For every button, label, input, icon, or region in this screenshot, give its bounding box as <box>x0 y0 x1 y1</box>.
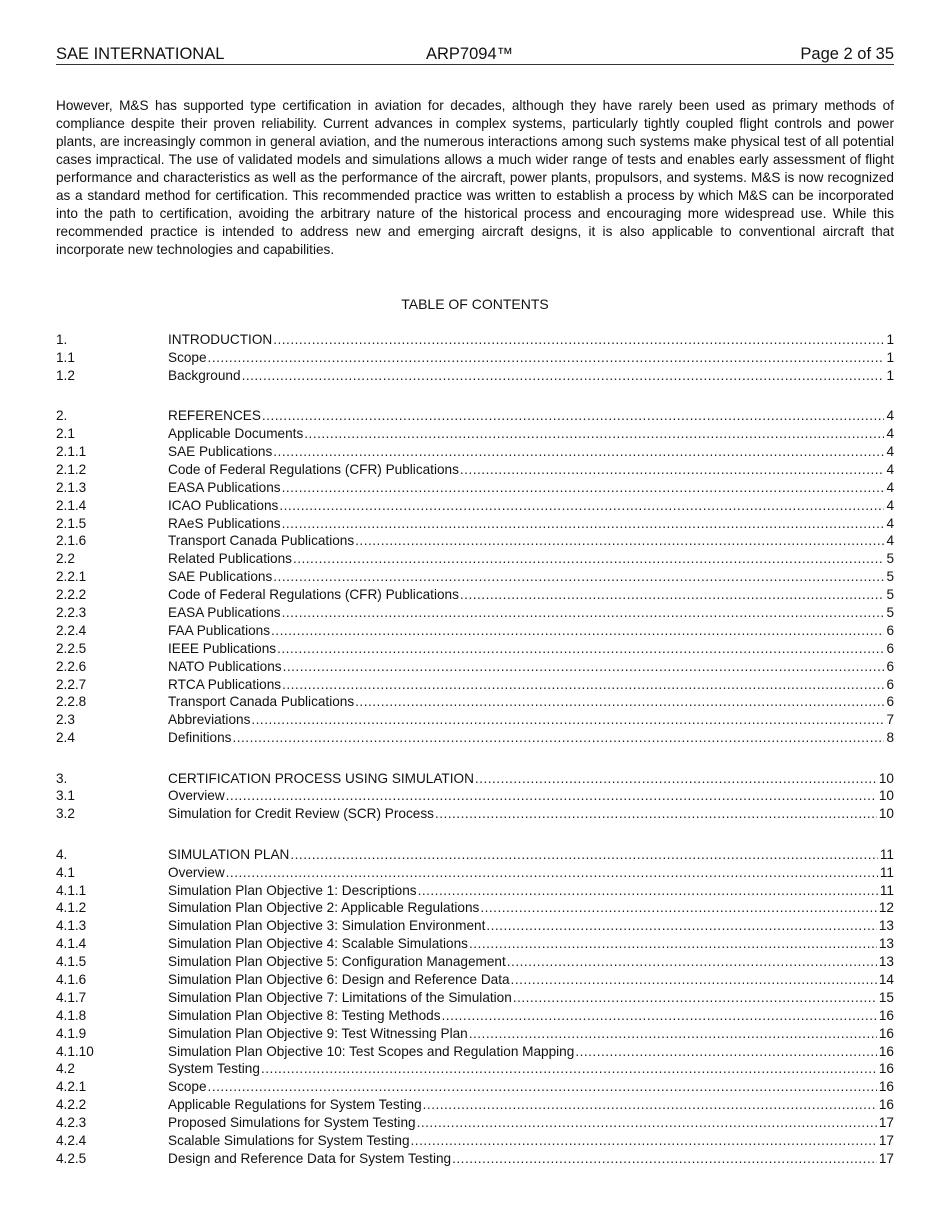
toc-leader-dots <box>273 443 884 461</box>
toc-entry-title: Transport Canada Publications <box>168 694 355 710</box>
toc-leader-dots <box>355 693 884 711</box>
toc-entry[interactable] <box>56 693 894 711</box>
toc-entry[interactable] <box>56 532 894 550</box>
toc-entry-title: Proposed Simulations for System Testing <box>168 1115 416 1131</box>
toc-entry-line <box>168 367 894 385</box>
toc-entry[interactable] <box>56 443 894 461</box>
toc-entry-title: IEEE Publications <box>168 640 277 656</box>
toc-entry-title: INTRODUCTION <box>168 332 273 347</box>
toc-entry-title: Code of Federal Regulations (CFR) Publications <box>168 461 459 477</box>
toc-leader-dots <box>452 1150 877 1168</box>
toc-entry-page: 4 <box>886 408 894 424</box>
toc-entry[interactable] <box>56 425 894 443</box>
toc-leader-dots <box>277 640 884 658</box>
toc-entry-line <box>168 917 894 935</box>
toc-leader-dots <box>355 532 884 550</box>
toc-entry-line <box>168 515 894 533</box>
toc-entry-title: Applicable Regulations for System Testing <box>168 1097 422 1113</box>
toc-entry-title: Simulation Plan Objective 4: Scalable Simulations <box>168 936 468 952</box>
toc-leader-dots <box>460 586 885 604</box>
toc-entry[interactable] <box>56 640 894 658</box>
toc-entry-line <box>168 1007 894 1025</box>
toc-entry-line <box>168 479 894 497</box>
toc-entry[interactable] <box>56 899 894 917</box>
toc-entry[interactable] <box>56 882 894 900</box>
toc-entry-number: 2.2.6 <box>56 658 87 674</box>
toc-entry-page: 8 <box>886 730 894 746</box>
toc-leader-dots <box>293 550 885 568</box>
toc-leader-dots <box>282 676 884 694</box>
toc-entry-page: 1 <box>886 367 894 383</box>
toc-entry-page: 10 <box>878 806 894 822</box>
toc-entry-page: 6 <box>886 694 894 710</box>
toc-entry-line <box>168 604 894 622</box>
toc-entry-page: 6 <box>886 658 894 674</box>
toc-entry-title: Simulation Plan Objective 8: Testing Methods <box>168 1007 441 1023</box>
toc-entry-line <box>168 1114 894 1132</box>
toc-entry-number: 4.1.10 <box>56 1043 94 1059</box>
toc-leader-dots <box>279 497 884 515</box>
toc-entry-number: 4.1.6 <box>56 972 87 987</box>
toc-entry-title: Simulation Plan Objective 5: Configuration Management <box>168 954 506 970</box>
toc-leader-dots <box>208 349 885 367</box>
toc-entry-title: Code of Federal Regulations (CFR) Publications <box>168 587 459 603</box>
toc-entry-title: Simulation Plan Objective 7: Limitations of the Simulation <box>168 989 512 1005</box>
toc-entry-number: 1.1 <box>56 349 75 365</box>
toc-entry-page: 4 <box>886 533 894 549</box>
toc-entry-page: 15 <box>878 989 894 1005</box>
toc-entry-line <box>168 787 894 805</box>
toc-entry-number: 4.1.9 <box>56 1025 87 1041</box>
toc-entry-page: 13 <box>878 936 894 952</box>
toc-entry-title: SAE Publications <box>168 443 273 459</box>
table-of-contents <box>56 331 894 1190</box>
toc-entry-title: Scalable Simulations for System Testing <box>168 1133 410 1149</box>
toc-entry[interactable] <box>56 1060 894 1078</box>
toc-entry-title: System Testing <box>168 1061 260 1077</box>
toc-entry-title: Simulation for Credit Review (SCR) Process <box>168 806 434 822</box>
toc-entry-title: NATO Publications <box>168 658 282 674</box>
toc-entry[interactable] <box>56 407 894 425</box>
toc-leader-dots <box>261 1060 877 1078</box>
toc-entry-number: 4.2 <box>56 1061 75 1077</box>
toc-entry[interactable] <box>56 586 894 604</box>
toc-title: TABLE OF CONTENTS <box>401 296 549 312</box>
toc-entry-title: SAE Publications <box>168 569 273 585</box>
toc-leader-dots <box>513 989 877 1007</box>
toc-entry[interactable] <box>56 658 894 676</box>
toc-entry-line <box>168 1096 894 1114</box>
toc-entry-line <box>168 1060 894 1078</box>
toc-entry[interactable] <box>56 846 894 864</box>
toc-entry-number: 2.2.1 <box>56 569 87 585</box>
toc-entry-title: REFERENCES <box>168 408 261 424</box>
toc-entry-page: 4 <box>886 443 894 459</box>
toc-entry[interactable] <box>56 622 894 640</box>
toc-entry-line <box>168 1132 894 1150</box>
toc-entry-line <box>168 443 894 461</box>
toc-entry-page: 7 <box>886 712 894 728</box>
toc-entry-line <box>168 568 894 586</box>
toc-entry-page: 12 <box>878 900 894 916</box>
toc-entry-line <box>168 989 894 1007</box>
toc-leader-dots <box>226 864 878 882</box>
toc-entry[interactable] <box>56 461 894 479</box>
toc-entry-title: Scope <box>168 1079 207 1095</box>
toc-entry-title: RAeS Publications <box>168 515 281 531</box>
toc-leader-dots <box>486 917 877 935</box>
toc-entry-line <box>168 461 894 479</box>
toc-entry-number: 4.2.2 <box>56 1097 87 1113</box>
toc-entry-number: 2.1.5 <box>56 515 87 531</box>
toc-entry-number: 2. <box>56 408 68 424</box>
toc-entry-number: 2.1.3 <box>56 479 87 495</box>
toc-entry[interactable] <box>56 1132 894 1150</box>
toc-entry-title: Simulation Plan Objective 3: Simulation Environment <box>168 918 486 934</box>
toc-entry-line <box>168 425 894 443</box>
toc-entry-title: Background <box>168 367 241 383</box>
toc-entry-title: Abbreviations <box>168 712 251 728</box>
toc-entry-number: 1. <box>56 332 68 347</box>
toc-entry-line <box>168 640 894 658</box>
toc-entry[interactable] <box>56 805 894 823</box>
toc-entry[interactable] <box>56 550 894 568</box>
toc-entry-number: 2.2.8 <box>56 694 87 710</box>
toc-entry-page: 16 <box>878 1043 894 1059</box>
toc-entry-page: 16 <box>878 1007 894 1023</box>
toc-entry-number: 4.2.4 <box>56 1133 87 1149</box>
toc-entry-page: 5 <box>886 551 894 567</box>
toc-entry-number: 4.1.1 <box>56 882 87 898</box>
toc-leader-dots <box>208 1078 877 1096</box>
toc-entry-number: 4.1 <box>56 864 75 880</box>
toc-entry-number: 2.1 <box>56 426 75 442</box>
toc-entry-page: 4 <box>886 479 894 495</box>
toc-entry-line <box>168 864 894 882</box>
toc-entry-line <box>168 1043 894 1061</box>
toc-leader-dots <box>304 425 884 443</box>
toc-entry-number: 4.2.3 <box>56 1115 87 1131</box>
toc-entry[interactable] <box>56 1078 894 1096</box>
toc-entry-page: 11 <box>879 882 894 898</box>
toc-entry-number: 2.3 <box>56 712 75 728</box>
toc-leader-dots <box>507 953 877 971</box>
toc-entry-line <box>168 349 894 367</box>
toc-entry-title: Transport Canada Publications <box>168 533 355 549</box>
toc-entry-page: 14 <box>878 972 894 987</box>
toc-entry-page: 5 <box>886 569 894 585</box>
toc-leader-dots <box>262 407 885 425</box>
toc-entry-page: 4 <box>886 497 894 513</box>
toc-entry-page: 4 <box>886 515 894 531</box>
toc-entry-line <box>168 497 894 515</box>
toc-entry-line <box>168 770 894 788</box>
toc-entry-page: 17 <box>878 1133 894 1149</box>
toc-entry[interactable] <box>56 953 894 971</box>
toc-entry-number: 4.1.7 <box>56 989 87 1005</box>
toc-leader-dots <box>475 770 877 788</box>
toc-entry[interactable] <box>56 770 894 788</box>
toc-entry-title: Overview <box>168 864 225 880</box>
toc-entry-number: 2.2.5 <box>56 640 87 656</box>
toc-entry[interactable] <box>56 917 894 935</box>
toc-entry-page: 6 <box>886 622 894 638</box>
toc-entry-page: 17 <box>878 1150 894 1166</box>
toc-entry-line <box>168 331 894 349</box>
toc-entry[interactable] <box>56 935 894 953</box>
toc-entry-number: 2.4 <box>56 730 75 746</box>
toc-leader-dots <box>411 1132 877 1150</box>
toc-entry-line <box>168 1078 894 1096</box>
toc-group <box>56 846 894 1168</box>
toc-entry-number: 2.2.7 <box>56 676 87 692</box>
toc-entry-page: 4 <box>886 461 894 477</box>
toc-entry[interactable] <box>56 515 894 533</box>
intro-paragraph: However, M&S has supported type certification in aviation for decades, although they have rarely been used as primary methods of compliance despite their proven reliability. Current advances in complex systems, particularly tightly coupled flight controls and power plants, are increasingly common in general aviation, and the numerous interactions among such systems make physical test of all potential cases impractical. The use of validated models and simulations allows a much wider range of tests and enables early assessment of flight performance and characteristics as well as the performance of the aircraft, power plants, propulsors, and systems. M&S is now recognized as a standard method for certification. This recommended practice was written to establish a process by which M&S can be incorporated into the path to certification, avoiding the arbitrary nature of the historical process and encouraging more widespread use. While this recommended practice is intended to address new and emerging aircraft designs, it is also applicable to conventional aircraft that incorporate new technologies and capabilities. <box>56 98 894 257</box>
toc-entry-number: 2.1.6 <box>56 533 87 549</box>
toc-group <box>56 770 894 824</box>
toc-entry-page: 10 <box>878 770 894 786</box>
toc-entry-number: 4.2.1 <box>56 1079 87 1095</box>
toc-leader-dots <box>283 658 885 676</box>
toc-entry-title: Overview <box>168 788 225 804</box>
toc-entry-number: 2.2.4 <box>56 622 87 638</box>
toc-entry-number: 2.1.2 <box>56 461 87 477</box>
toc-entry[interactable] <box>56 1025 894 1043</box>
toc-entry-line <box>168 882 894 900</box>
toc-entry-line <box>168 550 894 568</box>
toc-leader-dots <box>271 622 884 640</box>
header-org: SAE INTERNATIONAL <box>56 45 225 63</box>
toc-entry-title: RTCA Publications <box>168 676 282 692</box>
toc-entry-number: 4.1.2 <box>56 900 87 916</box>
toc-entry[interactable] <box>56 1007 894 1025</box>
toc-entry[interactable] <box>56 729 894 747</box>
toc-entry-number: 3.1 <box>56 788 75 804</box>
toc-entry-line <box>168 658 894 676</box>
toc-entry-number: 2.2.2 <box>56 587 87 603</box>
toc-group <box>56 331 894 385</box>
toc-entry-number: 3. <box>56 770 68 786</box>
toc-entry-title: Applicable Documents <box>168 426 304 442</box>
toc-entry-title: Simulation Plan Objective 1: Descriptions <box>168 882 417 898</box>
toc-entry-title: Scope <box>168 349 207 365</box>
toc-entry-page: 17 <box>878 1115 894 1131</box>
toc-entry[interactable] <box>56 711 894 729</box>
toc-entry-page: 1 <box>886 332 894 347</box>
toc-entry-line <box>168 1025 894 1043</box>
toc-entry[interactable] <box>56 497 894 515</box>
toc-entry-line <box>168 407 894 425</box>
toc-entry-title: Design and Reference Data for System Testing <box>168 1150 452 1166</box>
toc-entry-line <box>168 935 894 953</box>
header-page-number: Page 2 of 35 <box>800 45 894 63</box>
toc-entry-line <box>168 953 894 971</box>
toc-entry-line <box>168 676 894 694</box>
toc-leader-dots <box>273 331 884 349</box>
toc-leader-dots <box>423 1096 877 1114</box>
toc-entry-title: FAA Publications <box>168 622 271 638</box>
toc-entry-page: 1 <box>886 349 894 365</box>
toc-entry-page: 4 <box>886 426 894 442</box>
toc-entry[interactable] <box>56 568 894 586</box>
toc-entry[interactable] <box>56 787 894 805</box>
toc-entry-line <box>168 532 894 550</box>
toc-entry-line <box>168 693 894 711</box>
toc-leader-dots <box>226 787 877 805</box>
toc-entry-page: 5 <box>886 604 894 620</box>
toc-group <box>56 407 894 747</box>
toc-entry-number: 4.1.8 <box>56 1007 87 1023</box>
toc-entry[interactable] <box>56 971 894 989</box>
toc-entry[interactable] <box>56 604 894 622</box>
toc-entry-line <box>168 805 894 823</box>
toc-leader-dots <box>460 461 885 479</box>
toc-entry-number: 4. <box>56 846 68 862</box>
toc-entry-page: 16 <box>878 1079 894 1095</box>
toc-entry-number: 1.2 <box>56 367 75 383</box>
toc-leader-dots <box>282 515 885 533</box>
header-doc-id: ARP7094™ <box>426 45 514 63</box>
toc-entry-page: 16 <box>878 1061 894 1077</box>
toc-entry[interactable] <box>56 331 894 349</box>
toc-entry-title: EASA Publications <box>168 604 281 620</box>
toc-entry-title: ICAO Publications <box>168 497 279 513</box>
toc-entry[interactable] <box>56 479 894 497</box>
page-header <box>56 44 894 65</box>
toc-entry[interactable] <box>56 676 894 694</box>
toc-entry-line <box>168 899 894 917</box>
toc-entry-number: 4.1.4 <box>56 936 87 952</box>
toc-entry[interactable] <box>56 367 894 385</box>
toc-entry-page: 6 <box>886 640 894 656</box>
toc-leader-dots <box>242 367 885 385</box>
toc-entry[interactable] <box>56 989 894 1007</box>
toc-entry-title: Simulation Plan Objective 9: Test Witnessing Plan <box>168 1025 468 1041</box>
toc-entry-page: 11 <box>879 864 894 880</box>
toc-entry-number: 4.1.3 <box>56 918 87 934</box>
toc-entry-page: 13 <box>878 918 894 934</box>
toc-entry-title: Simulation Plan Objective 10: Test Scopes and Regulation Mapping <box>168 1043 575 1059</box>
toc-entry-page: 11 <box>879 846 894 862</box>
toc-leader-dots <box>480 899 877 917</box>
toc-entry-line <box>168 586 894 604</box>
toc-entry-title: Related Publications <box>168 551 292 567</box>
toc-entry-number: 4.1.5 <box>56 954 87 970</box>
toc-entry-title: Simulation Plan Objective 6: Design and Reference Data <box>168 972 510 987</box>
toc-entry-page: 6 <box>886 676 894 692</box>
toc-entry-line <box>168 711 894 729</box>
toc-entry-line <box>168 729 894 747</box>
toc-leader-dots <box>469 1025 877 1043</box>
toc-entry-page: 5 <box>886 587 894 603</box>
toc-entry[interactable] <box>56 349 894 367</box>
toc-leader-dots <box>290 846 878 864</box>
toc-entry[interactable] <box>56 1150 894 1168</box>
toc-entry-title: CERTIFICATION PROCESS USING SIMULATION <box>168 770 474 786</box>
toc-leader-dots <box>232 729 884 747</box>
toc-entry-number: 4.2.5 <box>56 1150 87 1166</box>
toc-entry-page: 13 <box>878 954 894 970</box>
toc-entry-line <box>168 971 894 989</box>
toc-entry[interactable] <box>56 1096 894 1114</box>
toc-leader-dots <box>273 568 884 586</box>
toc-leader-dots <box>418 882 878 900</box>
toc-leader-dots <box>251 711 884 729</box>
toc-entry-page: 16 <box>878 1097 894 1113</box>
toc-entry-number: 2.1.1 <box>56 443 87 459</box>
toc-leader-dots <box>435 805 877 823</box>
toc-entry-title: Definitions <box>168 730 232 746</box>
toc-entry-page: 16 <box>878 1025 894 1041</box>
toc-entry-title: EASA Publications <box>168 479 281 495</box>
toc-leader-dots <box>511 971 877 989</box>
toc-leader-dots <box>282 479 885 497</box>
toc-entry[interactable] <box>56 1043 894 1061</box>
toc-entry[interactable] <box>56 1114 894 1132</box>
toc-entry-page: 10 <box>878 788 894 804</box>
toc-entry-number: 2.2 <box>56 551 75 567</box>
toc-leader-dots <box>417 1114 877 1132</box>
toc-entry-number: 2.1.4 <box>56 497 87 513</box>
toc-entry-line <box>168 622 894 640</box>
toc-leader-dots <box>575 1043 877 1061</box>
toc-entry-line <box>168 1150 894 1168</box>
toc-leader-dots <box>442 1007 877 1025</box>
toc-leader-dots <box>282 604 885 622</box>
toc-entry-number: 3.2 <box>56 806 75 822</box>
toc-entry[interactable] <box>56 864 894 882</box>
toc-entry-title: Simulation Plan Objective 2: Applicable Regulations <box>168 900 480 916</box>
toc-leader-dots <box>469 935 877 953</box>
toc-entry-title: SIMULATION PLAN <box>168 846 290 862</box>
toc-entry-number: 2.2.3 <box>56 604 87 620</box>
toc-entry-line <box>168 846 894 864</box>
